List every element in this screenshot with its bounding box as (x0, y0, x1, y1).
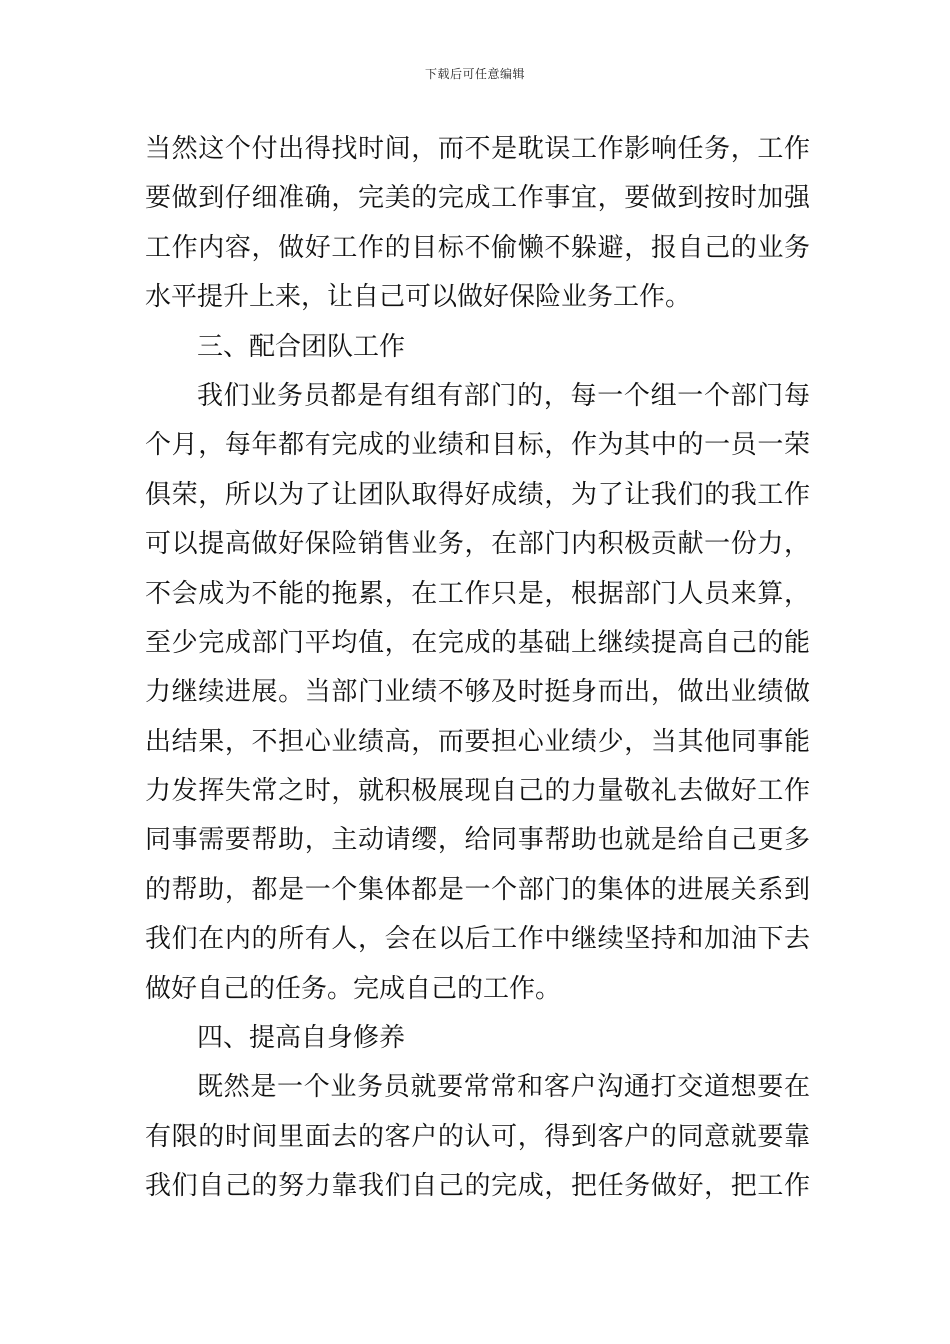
text-line: 个月，每年都有完成的业绩和目标，作为其中的一员一荣 (145, 430, 810, 461)
page-header-note: 下载后可任意编辑 (424, 67, 525, 81)
text-line: 当然这个付出得找时间，而不是耽误工作影响任务，工作 (145, 134, 810, 164)
text-line: 力发挥失常之时，就积极展现自己的力量敬礼去做好工作 (145, 776, 810, 807)
text-line: 力继续进展。当部门业绩不够及时挺身而出，做出业绩做 (145, 677, 810, 708)
text-line: 可以提高做好保险销售业务，在部门内积极贡献一份力， (145, 529, 810, 560)
text-line: 我们自己的努力靠我们自己的完成，把任务做好，把工作 (145, 1171, 810, 1202)
text-line: 出结果，不担心业绩高，而要担心业绩少，当其他同事能 (145, 726, 810, 757)
text-line: 我们业务员都是有组有部门的，每一个组一个部门每 (197, 380, 810, 411)
text-line: 的帮助，都是一个集体都是一个部门的集体的进展关系到 (145, 874, 810, 905)
text-line: 有限的时间里面去的客户的认可，得到客户的同意就要靠 (145, 1121, 810, 1152)
text-line: 既然是一个业务员就要常常和客户沟通打交道想要在 (197, 1072, 810, 1103)
text-line: 工作内容，做好工作的目标不偷懒不躲避，报自己的业务 (145, 232, 810, 263)
text-line: 同事需要帮助，主动请缨，给同事帮助也就是给自己更多 (145, 825, 810, 856)
section-heading-4: 四、提高自身修养 (197, 1023, 406, 1054)
section-heading-3: 三、配合团队工作 (197, 331, 406, 362)
text-line: 俱荣，所以为了让团队取得好成绩，为了让我们的我工作 (145, 479, 810, 510)
text-line: 我们在内的所有人，会在以后工作中继续坚持和加油下去 (145, 924, 810, 955)
body-text (145, 125, 810, 1212)
text-line: 做好自己的任务。完成自己的工作。 (145, 973, 562, 1004)
text-line: 水平提升上来，让自己可以做好保险业务工作。 (145, 282, 692, 313)
text-line: 要做到仔细准确，完美的完成工作事宜，要做到按时加强 (145, 183, 810, 214)
text-line: 不会成为不能的拖累，在工作只是，根据部门人员来算， (145, 578, 810, 609)
text-line: 至少完成部门平均值，在完成的基础上继续提高自己的能 (145, 627, 810, 658)
